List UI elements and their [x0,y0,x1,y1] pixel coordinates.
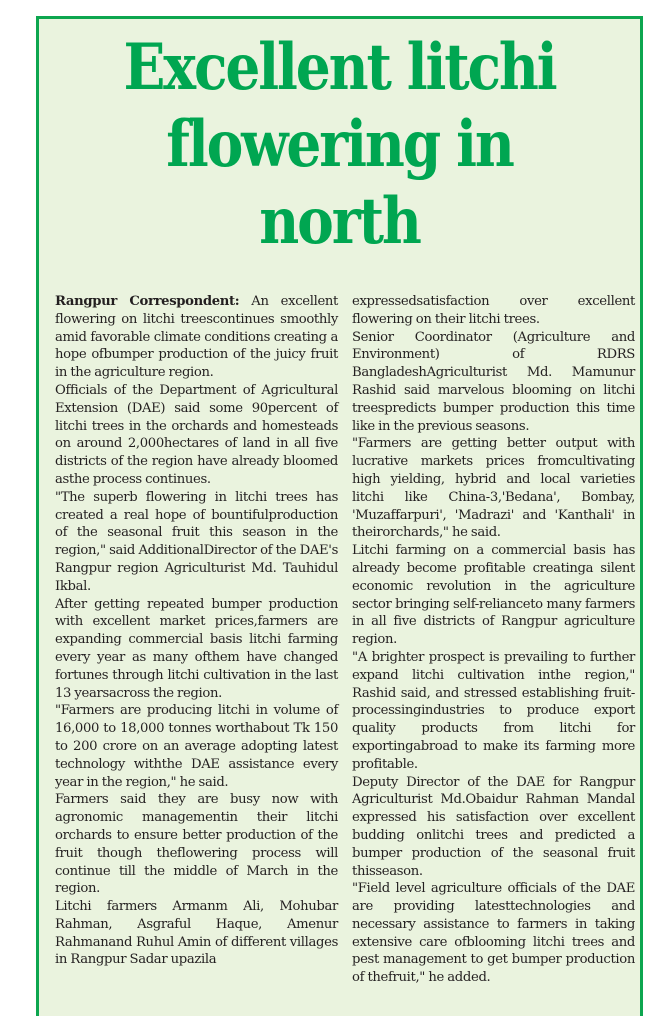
paragraph: Deputy Director of the DAE for Rangpur Agriculturist Md.Obaidur Rahman Mandal expressed his satisfaction over excellent budding onlitchi trees and predicted a bumper production of the seasonal fruit thisseason. [352,774,635,879]
paragraph: "Field level agriculture officials of the DAE are providing latesttechnologies and necessary assistance to farmers in taking extensive care ofblooming litchi trees and pest management to get bumper production of thefruit," he added. [352,881,635,986]
right-column [352,293,635,987]
article-body [55,293,635,987]
byline: Rangpur Correspondent: [55,294,240,309]
paragraph: After getting repeated bumper production with excellent market prices,farmers are expanding commercial basis litchi farming every year as many ofthem have changed fortunes through litchi cultivation in the last 13 yearsacross the region. [55,596,338,701]
left-column [55,293,338,987]
paragraph: Litchi farmers Armanm Ali, Mohubar Rahman, Asgraful Haque, Amenur Rahmanand Ruhul Amin of different villages in Rangpur Sadar upazila [55,899,338,968]
paragraph: Farmers said they are busy now with agronomic managementin their litchi orchards to ensure better production of the fruit though theflowering process will continue till the middle of March in the region. [55,792,338,897]
paragraph: expressedsatisfaction over excellent flowering on their litchi trees. [352,294,635,327]
paragraph: Senior Coordinator (Agriculture and Environment) of RDRS BangladeshAgriculturist Md. Mamunur Rashid said marvelous blooming on litchi treespredicts bumper production this time like in the previous seasons. [352,329,635,434]
paragraph: Officials of the Department of Agricultural Extension (DAE) said some 90percent of litchi trees in the orchards and homesteads on around 2,000hectares of land in all five districts of the region have already bloomed asthe process continues. [55,382,338,487]
paragraph: "Farmers are producing litchi in volume of 16,000 to 18,000 tonnes worthabout Tk 150 to 200 crore on an average adopting latest technology withthe DAE assistance every year in the region," he said. [55,703,338,790]
paragraph: "The superb flowering in litchi trees has created a real hope of bountifulproduction of the seasonal fruit this season in the region," said AdditionalDirector of the DAE's Rangpur region Agriculturist Md. Tauhidul Ikbal. [55,489,338,594]
article-box [36,16,643,1016]
paragraph: "A brighter prospect is prevailing to further expand litchi cultivation inthe region," Rashid said, and stressed establishing fruit-processingindustries to produce export quality products from litchi for exportingabroad to make its farming more profitable. [352,649,635,772]
paragraph [55,293,338,382]
paragraph: "Farmers are getting better output with lucrative markets prices fromcultivating high yielding, hybrid and local varieties litchi like China-3,'Bedana', Bombay, 'Muzaffarpuri', 'Madrazi' and 'Kanthali' in theirorchards," he said. [352,436,635,541]
paragraph: Litchi farming on a commercial basis has already become profitable creatinga silent economic revolution in the agriculture sector bringing self-relianceto many farmers in all five districts of Rangpur agriculture region. [352,543,635,648]
lead-text: An excellent flowering on litchi treescontinues smoothly amid favorable climate conditions creating a hope ofbumper production of the juicy fruit in the agriculture region. [55,294,338,381]
headline: Excellent litchi flowering in north [123,30,556,259]
